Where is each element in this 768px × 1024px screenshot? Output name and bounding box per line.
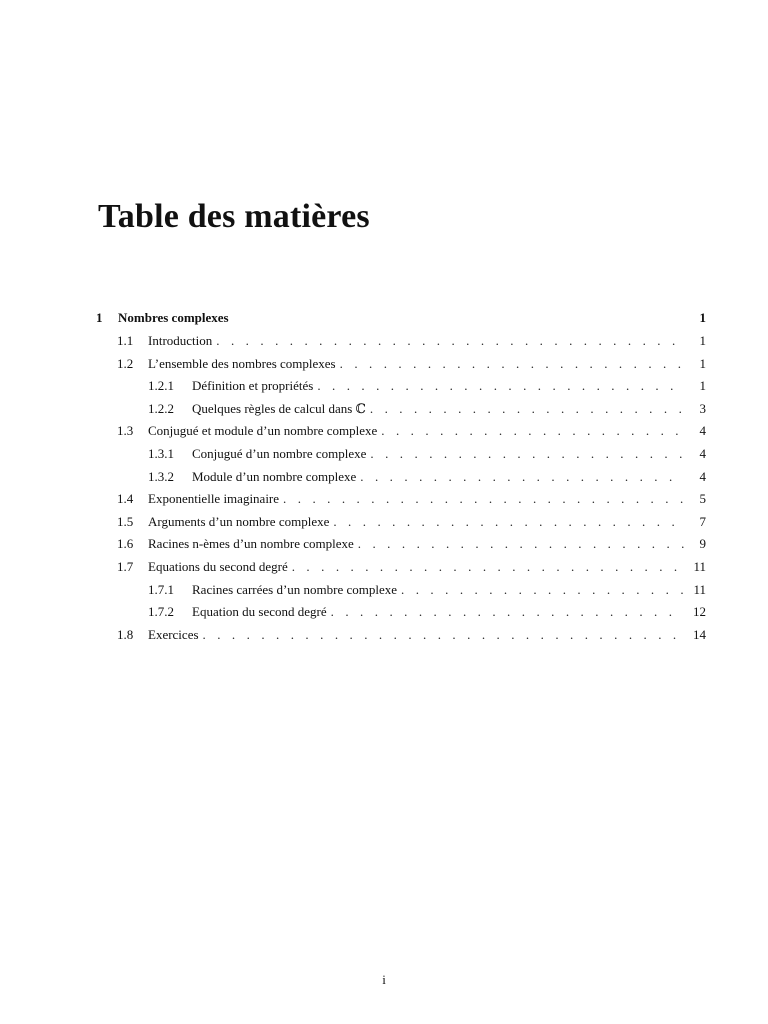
toc-entry-number: 1.5 xyxy=(117,513,134,529)
toc-dot-leader xyxy=(333,511,684,534)
table-of-contents xyxy=(96,306,706,646)
toc-entry[interactable] xyxy=(96,533,706,556)
toc-entry[interactable] xyxy=(96,420,706,443)
toc-entry-page: 12 xyxy=(693,604,706,620)
toc-entry-number: 1.3 xyxy=(117,423,134,439)
toc-dot-leader xyxy=(381,420,684,443)
toc-entry-number: 1.2.1 xyxy=(148,378,174,394)
toc-entry[interactable] xyxy=(96,398,706,421)
toc-dot-leader xyxy=(292,556,684,579)
toc-entry[interactable] xyxy=(96,375,706,398)
toc-entry[interactable] xyxy=(96,443,706,466)
toc-entry-number: 1.2.2 xyxy=(148,400,174,416)
toc-entry[interactable] xyxy=(96,488,706,511)
toc-entry-label: Racines n-èmes d’un nombre complexe xyxy=(148,536,354,552)
toc-entry-label: Equations du second degré xyxy=(148,558,288,574)
toc-entry-label: Racines carrées d’un nombre complexe xyxy=(192,581,398,597)
toc-entry-label: Quelques règles de calcul dans ℂ xyxy=(192,400,366,416)
toc-entry[interactable] xyxy=(96,556,706,579)
page-number: i xyxy=(382,972,386,987)
toc-entry-number: 1 xyxy=(96,310,103,325)
page-title: Table des matières xyxy=(98,198,370,235)
toc-entry[interactable] xyxy=(96,466,706,489)
toc-entry-number: 1.7 xyxy=(117,558,134,574)
toc-entry-page: 14 xyxy=(693,626,706,642)
toc-entry-number: 1.7.1 xyxy=(148,581,174,597)
toc-dot-leader xyxy=(401,579,684,602)
toc-dot-leader xyxy=(370,443,684,466)
toc-entry-number: 1.3.2 xyxy=(148,468,174,484)
toc-entry-label: Définition et propriétés xyxy=(192,378,314,394)
toc-entry-page: 7 xyxy=(699,513,706,529)
toc-entry-label: Exercices xyxy=(148,626,199,642)
toc-dot-leader xyxy=(340,353,684,376)
toc-entry[interactable] xyxy=(96,511,706,534)
toc-dot-leader xyxy=(370,398,684,421)
toc-dot-leader xyxy=(203,624,684,647)
toc-entry[interactable] xyxy=(96,601,706,624)
toc-entry-page: 3 xyxy=(699,400,706,416)
toc-entry[interactable] xyxy=(96,330,706,353)
toc-dot-leader xyxy=(360,466,684,489)
toc-entry[interactable] xyxy=(96,579,706,602)
toc-entry-label: Equation du second degré xyxy=(192,604,327,620)
toc-entry-label: Nombres complexes xyxy=(118,310,229,325)
toc-dot-leader xyxy=(283,488,684,511)
toc-entry-page: 11 xyxy=(693,558,706,574)
toc-entry[interactable] xyxy=(96,353,706,376)
toc-entry-page: 9 xyxy=(699,536,706,552)
toc-entry-page: 1 xyxy=(699,355,706,371)
toc-entry-page: 1 xyxy=(699,310,706,325)
toc-entry-label: Module d’un nombre complexe xyxy=(192,468,357,484)
toc-entry-label: Conjugué et module d’un nombre complexe xyxy=(148,423,378,439)
toc-entry-number: 1.2 xyxy=(117,355,134,371)
toc-entry-page: 5 xyxy=(699,491,706,507)
toc-entry-page: 1 xyxy=(699,333,706,348)
toc-dot-leader xyxy=(216,330,684,353)
toc-entry-page: 1 xyxy=(699,378,706,394)
toc-entry-label: Introduction xyxy=(148,333,213,348)
toc-entry-label: Exponentielle imaginaire xyxy=(148,491,280,507)
toc-entry-label: Arguments d’un nombre complexe xyxy=(148,513,330,529)
toc-dot-leader xyxy=(317,375,684,398)
toc-entry-label: Conjugué d’un nombre complexe xyxy=(192,445,367,461)
toc-entry-number: 1.3.1 xyxy=(148,445,174,461)
toc-entry-page: 4 xyxy=(699,468,706,484)
toc-entry-number: 1.8 xyxy=(117,626,134,642)
toc-entry-number: 1.7.2 xyxy=(148,604,174,620)
toc-entry-page: 4 xyxy=(699,423,706,439)
toc-entry[interactable] xyxy=(96,624,706,647)
toc-entry-number: 1.6 xyxy=(117,536,134,552)
toc-entry-number: 1.1 xyxy=(117,333,134,348)
toc-entry-number: 1.4 xyxy=(117,491,134,507)
toc-dot-leader xyxy=(358,533,684,556)
toc-entry-page: 4 xyxy=(699,445,706,461)
toc-dot-leader xyxy=(331,601,684,624)
toc-entry-label: L’ensemble des nombres complexes xyxy=(148,355,336,371)
toc-entry-page: 11 xyxy=(693,581,706,597)
toc-entry[interactable] xyxy=(96,306,706,330)
